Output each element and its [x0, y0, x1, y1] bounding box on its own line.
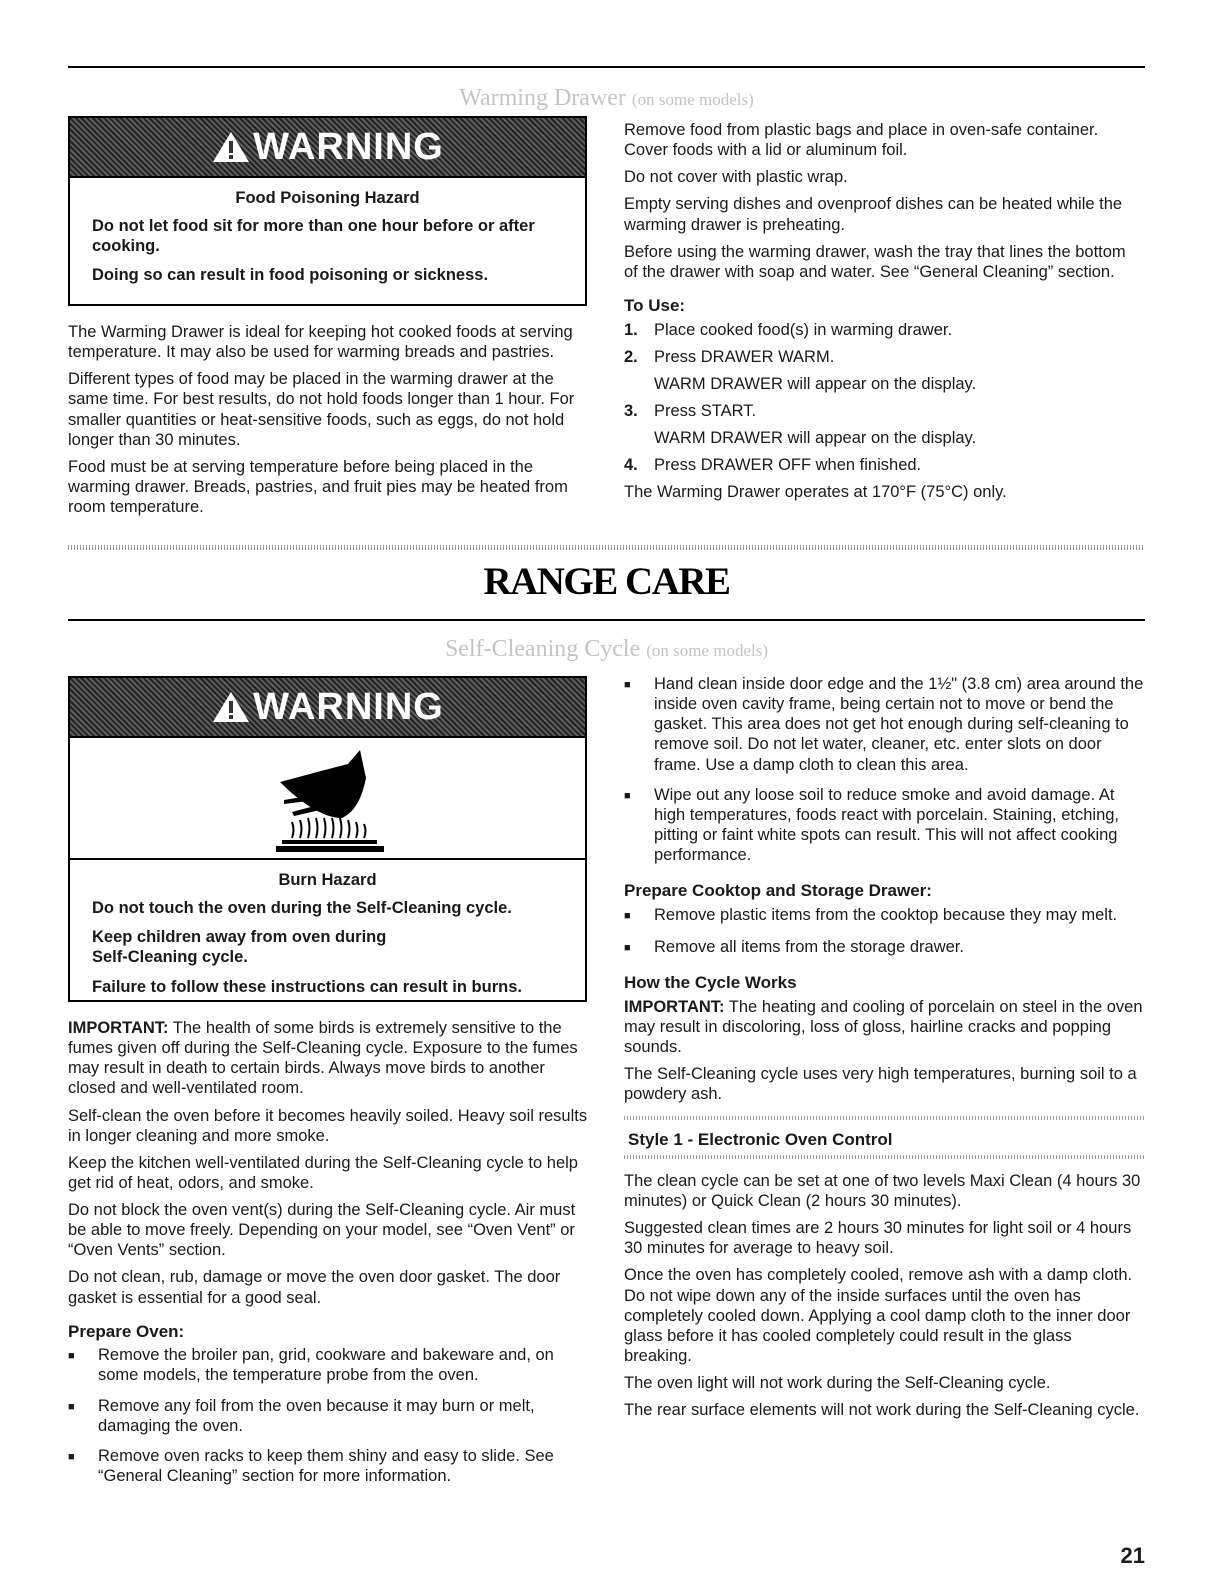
paragraph: Before using the warming drawer, wash the tray that lines the bottom of the drawer with soap and water. See “General Cleaning” section. [624, 242, 1126, 281]
paragraph: Different types of food may be placed in the warming drawer at the same time. For best results, do not hold foods longer than 1 hour. For smaller quantities or heat-sensitive foods, such as eggs, do not hold longer than 30 minutes. [68, 370, 575, 449]
page-number: 21 [1120, 1543, 1145, 1568]
paragraph: Once the oven has completely cooled, remove ash with a damp cloth. Do not wipe down any of the inside surfaces until the oven has completely cooled down. Applying a cool damp cloth to the inner door glass before it has cooled completely could result in the glass breaking. [624, 1266, 1133, 1365]
self-cleaning-title: Self-Cleaning Cycle (on some models) [444, 636, 769, 662]
paragraph: Empty serving dishes and ovenproof dishes can be heated while the warming drawer is preheating. [624, 195, 1123, 234]
prepare-oven-heading: Prepare Oven: [68, 1321, 185, 1341]
list-item: ■ Remove the broiler pan, grid, cookware and bakeware and, on some models, the temperature probe from the oven. [68, 1346, 554, 1385]
paragraph: The oven light will not work during the Self-Cleaning cycle. [624, 1374, 1051, 1393]
warming-drawer-title: Warming Drawer (on some models) [459, 85, 754, 111]
range-care-rule [68, 619, 1145, 621]
hazard-line: Do not let food sit for more than one hour before or after cooking. [92, 217, 535, 256]
range-care-heading: RANGE CARE [483, 560, 730, 603]
step-item: 1. Place cooked food(s) in warming drawer. [624, 320, 953, 339]
warning-header [70, 678, 585, 738]
bullet-icon: ■ [624, 941, 631, 954]
burn-hazard-figure [70, 738, 585, 860]
important-paragraph: IMPORTANT: The health of some birds is extremely sensitive to the fumes given off during the Self-Cleaning cycle. Exposure to the fumes may result in death to certain birds. Always move birds to another closed and well-ventilated room. [68, 1019, 578, 1098]
paragraph: Do not block the oven vent(s) during the Self-Cleaning cycle. Air must be able to move freely. Depending on your model, see “Oven Vent” or “Oven Vents” section. [68, 1201, 576, 1260]
bullet-icon: ■ [624, 789, 631, 802]
paragraph: The Warming Drawer is ideal for keeping hot cooked foods at serving temperature. It may also be used for warming breads and pastries. [68, 323, 573, 362]
style-1-heading: Style 1 - Electronic Oven Control [628, 1130, 893, 1150]
paragraph: The Warming Drawer operates at 170°F (75°C) only. [624, 483, 1007, 502]
how-cycle-works-heading: How the Cycle Works [624, 972, 797, 992]
warning-body [70, 860, 585, 1016]
paragraph: Do not cover with plastic wrap. [624, 168, 848, 187]
self-clean-left-text [68, 1018, 588, 1496]
hatched-divider [68, 545, 1145, 550]
bullet-icon: ■ [624, 679, 631, 691]
list-item: ■ Remove oven racks to keep them shiny and easy to slide. See “General Cleaning” section for more information. [68, 1446, 554, 1485]
paragraph: Remove food from plastic bags and place in oven-safe container. Cover foods with a lid or aluminum foil. [624, 121, 1099, 160]
prepare-cooktop-heading: Prepare Cooktop and Storage Drawer: [624, 881, 932, 901]
prepare-oven-list [68, 1345, 588, 1486]
important-paragraph: IMPORTANT: The heating and cooling of porcelain on steel in the oven may result in discoloring, loss of gloss, hairline cracks and popping sounds. [624, 997, 1143, 1056]
list-item: ■ Remove all items from the storage drawer. [624, 937, 1144, 959]
warming-right-text [624, 120, 1144, 509]
step-item: 3. Press START. [624, 401, 757, 420]
hot-surface-hand-icon [70, 738, 581, 858]
list-item: ■ Wipe out any loose soil to reduce smoke and avoid damage. At high temperatures, foods react with porcelain. Staining, etching, pitting or faint white spots can result. This will not affect cooking performance. [624, 785, 1120, 864]
hazard-line: Do not touch the oven during the Self-Cleaning cycle. [92, 899, 512, 918]
list-item: ■ Remove plastic items from the cooktop because they may melt. [624, 905, 1144, 927]
bullet-icon: ■ [68, 1350, 75, 1363]
hazard-line: Keep children away from oven during Self-Cleaning cycle. [92, 928, 387, 967]
step-item: 2. Press DRAWER WARM. [624, 347, 835, 366]
paragraph: Do not clean, rub, damage or move the oven door gasket. The door gasket is essential for a good seal. [68, 1268, 561, 1307]
paragraph: Self-clean the oven before it becomes heavily soiled. Heavy soil results in longer cleaning and more smoke. [68, 1106, 588, 1145]
step-item: 4. Press DRAWER OFF when finished. [624, 456, 922, 475]
hatched-divider [624, 1155, 1144, 1159]
hazard-line: Failure to follow these instructions can result in burns. [92, 977, 522, 996]
top-rule [68, 66, 1145, 68]
self-clean-bullets [624, 674, 1144, 865]
paragraph: Keep the kitchen well-ventilated during the Self-Cleaning cycle to help get rid of heat, odors, and smoke. [68, 1153, 578, 1192]
hazard-title: Burn Hazard [278, 871, 377, 889]
bullet-icon: ■ [68, 1400, 75, 1413]
bullet-icon: ■ [68, 1450, 75, 1463]
hazard-title: Food Poisoning Hazard [235, 189, 420, 207]
warning-label: WARNING [253, 125, 444, 168]
paragraph: Food must be at serving temperature before being placed in the warming drawer. Breads, pastries, and fruit pies may be heated from room temperature. [68, 457, 568, 516]
warning-triangle-icon [211, 130, 251, 164]
paragraph: The rear surface elements will not work during the Self-Cleaning cycle. [624, 1401, 1140, 1420]
paragraph: The clean cycle can be set at one of two levels Maxi Clean (4 hours 30 minutes) or Quick Clean (2 hours 30 minutes). [624, 1171, 1141, 1211]
to-use-steps [624, 320, 1144, 476]
hatched-divider [624, 1116, 1144, 1120]
warming-left-text [68, 322, 588, 524]
warning-header [70, 118, 585, 178]
paragraph: Suggested clean times are 2 hours 30 minutes for light soil or 4 hours 30 minutes for average to heavy soil. [624, 1219, 1132, 1258]
hazard-line: Doing so can result in food poisoning or sickness. [92, 266, 489, 285]
warning-label: WARNING [253, 685, 444, 728]
self-clean-right-text [624, 674, 1144, 1427]
list-item: ■ Remove any foil from the oven because it may burn or melt, damaging the oven. [68, 1396, 535, 1435]
food-poisoning-warning [68, 116, 587, 306]
bullet-icon: ■ [624, 909, 631, 922]
to-use-heading: To Use: [624, 295, 686, 315]
step-item: WARM DRAWER will appear on the display. [654, 429, 977, 448]
list-item: ■ Hand clean inside door edge and the 1½" (3.8 cm) area around the inside oven cavity frame, being certain not to move or bend the gasket. This area does not get hot enough during self-cleaning to remove soil. Do not let water, cleaner, etc. enter slots on door frame. Use a damp cloth to clean this area. [624, 675, 1144, 774]
burn-hazard-warning [68, 676, 587, 1002]
paragraph: The Self-Cleaning cycle uses very high temperatures, burning soil to a powdery ash. [624, 1064, 1137, 1104]
warning-body [70, 178, 585, 305]
step-item: WARM DRAWER will appear on the display. [654, 374, 977, 393]
prepare-cooktop-list [624, 905, 1144, 959]
warning-triangle-icon [211, 690, 251, 724]
